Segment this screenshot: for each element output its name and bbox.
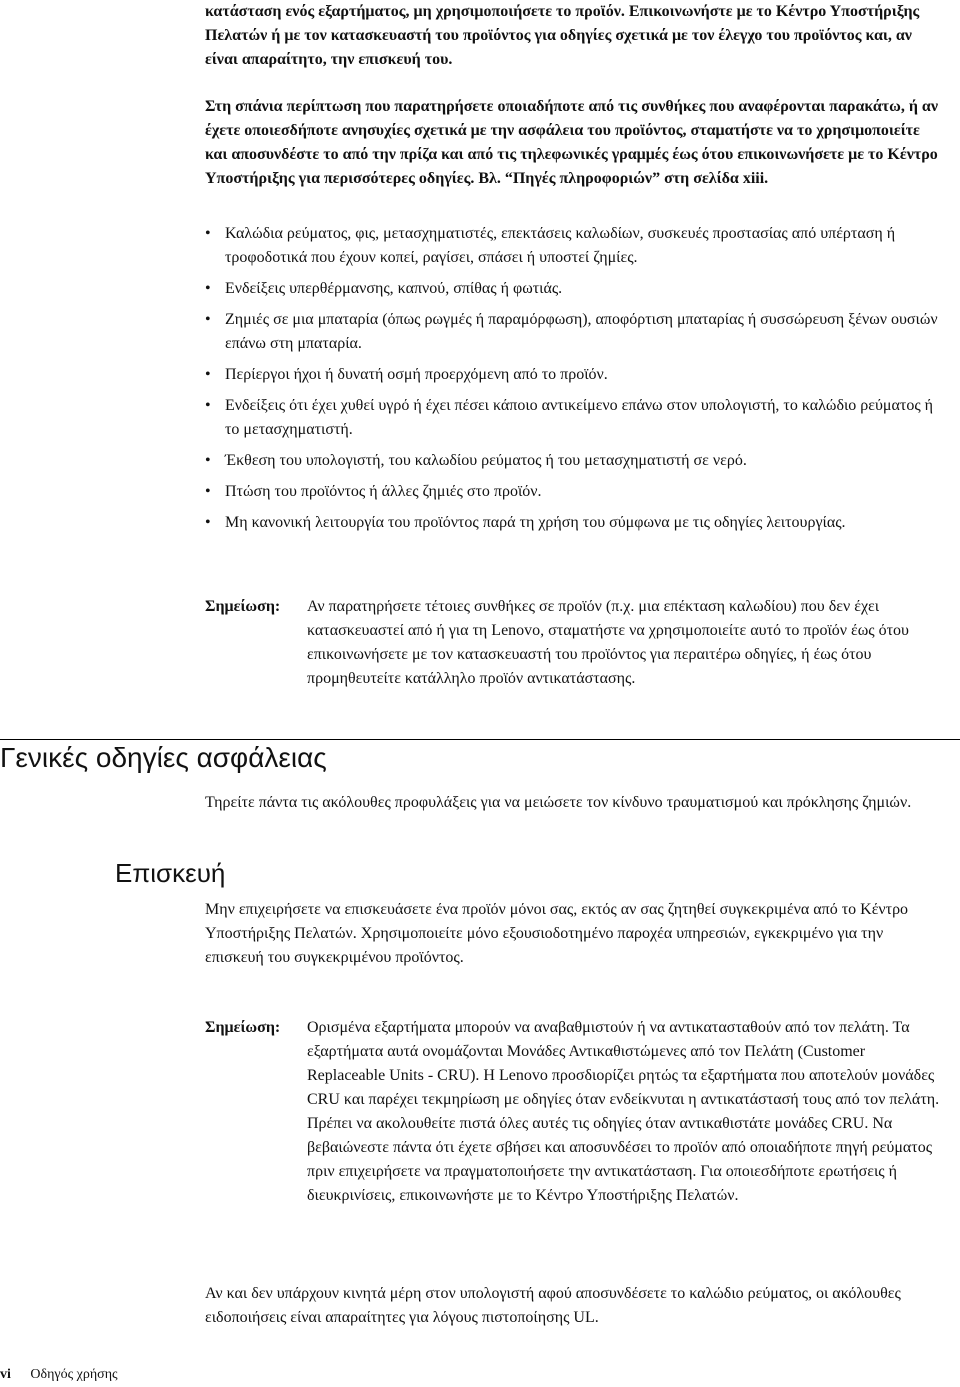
note-label: Σημείωση: [205, 598, 281, 615]
list-item-text: Ενδείξεις υπερθέρμανσης, καπνού, σπίθας ή φωτιάς. [225, 280, 563, 297]
bullet-icon: • [205, 397, 211, 414]
note-text: Αν παρατηρήσετε τέτοιες συνθήκες σε προϊόν (π.χ. μια επέκταση καλωδίου) που δεν έχει κατασκευαστεί από ή για τη Lenovo, σταματήστε να χρησιμοποιείτε αυτό το προϊόν έως ότου επικοινωνήσετε με τον κατασκευαστή του προϊόντος για περαιτέρω οδηγίες, ή έως ότου προμηθευτείτε κατάλληλο προϊόν αντικατάστασης. [307, 598, 909, 687]
bullet-icon: • [205, 483, 211, 500]
closing-block [205, 1282, 940, 1330]
conditions-list-block [205, 222, 940, 542]
bullet-icon: • [205, 311, 211, 328]
note-1 [205, 595, 940, 691]
bullet-icon: • [205, 452, 211, 469]
section-divider [0, 739, 960, 740]
note2-block [205, 1016, 940, 1208]
page-number: vi [0, 1367, 11, 1382]
bullet-icon: • [205, 514, 211, 531]
list-item-text: Ζημιές σε μια μπαταρία (όπως ρωγμές ή παραμόρφωση), αποφόρτιση μπαταρίας ή συσσώρευση ξένων ουσιών επάνω στη μπαταρία. [225, 311, 938, 352]
conditions-list [205, 222, 940, 535]
section-intro-block [205, 791, 940, 815]
list-item [205, 363, 940, 387]
service-paragraph: Μην επιχειρήσετε να επισκευάσετε ένα προϊόν μόνοι σας, εκτός αν σας ζητηθεί συγκεκριμένα από το Κέντρο Υποστήριξης Πελατών. Χρησιμοποιείτε μόνο εξουσιοδοτημένο παροχέα υπηρεσιών, εγκεκριμένο για την επισκευή του συγκεκριμένου προϊόντος. [205, 901, 909, 966]
bullet-icon: • [205, 366, 211, 383]
note-label: Σημείωση: [205, 1019, 281, 1036]
list-item [205, 511, 940, 535]
list-item-text: Περίεργοι ήχοι ή δυνατή οσμή προερχόμενη από το προϊόν. [225, 366, 608, 383]
list-item [205, 394, 940, 442]
list-item-text: Καλώδια ρεύματος, φις, μετασχηματιστές, επεκτάσεις καλωδίων, συσκευές προστασίας από υπέρταση ή τροφοδοτικά που έχουν κοπεί, ραγίσει, σπάσει ή υποστεί ζημίες. [225, 225, 896, 266]
document-title: Οδηγός χρήσης [30, 1367, 118, 1382]
bullet-icon: • [205, 280, 211, 297]
page-footer [0, 1366, 118, 1384]
list-item-text: Πτώση του προϊόντος ή άλλες ζημιές στο προϊόν. [225, 483, 542, 500]
closing-paragraph: Αν και δεν υπάρχουν κινητά μέρη στον υπολογιστή αφού αποσυνδέσετε το καλώδιο ρεύματος, οι ακόλουθες ειδοποιήσεις είναι απαραίτητες για λόγους πιστοποίησης UL. [205, 1285, 901, 1326]
list-item-text: Ενδείξεις ότι έχει χυθεί υγρό ή έχει πέσει κάποιο αντικείμενο επάνω στον υπολογιστή, το καλώδιο ρεύματος ή το μετασχηματιστή. [225, 397, 934, 438]
list-item [205, 277, 940, 301]
note1-block [205, 595, 940, 691]
section-intro: Τηρείτε πάντα τις ακόλουθες προφυλάξεις για να μειώσετε τον κίνδυνο τραυματισμού και πρόκλησης ζημιών. [205, 794, 912, 811]
list-item-text: Μη κανονική λειτουργία του προϊόντος παρά τη χρήση του σύμφωνα με τις οδηγίες λειτουργίας. [225, 514, 846, 531]
section-title: Γενικές οδηγίες ασφάλειας [0, 742, 327, 773]
list-item [205, 222, 940, 270]
note-2 [205, 1016, 940, 1208]
top-paragraph-block [205, 0, 940, 72]
list-item [205, 308, 940, 356]
note-text: Ορισμένα εξαρτήματα μπορούν να αναβαθμιστούν ή να αντικατασταθούν από τον πελάτη. Τα εξαρτήματα αυτά ονομάζονται Μονάδες Αντικαθιστώμενες από τον Πελάτη (Customer Replaceable Units - CRU). Η Lenovo προσδιορίζει ρητώς τα εξαρτήματα που αποτελούν μονάδες CRU και παρέχει τεκμηρίωση με οδηγίες όταν ενδείκνυται η αντικατάστασή τους από τον πελάτη. Πρέπει να ακολουθείτε πιστά όλες αυτές τις οδηγίες όταν αντικαθιστάτε μονάδες CRU. Να βεβαιώνεστε πάντα ότι έχετε σβήσει και αποσυνδέσει το προϊόν από οποιαδήποτε πηγή ρεύματος πριν επιχειρήσετε να πραγματοποιήσετε την αντικατάσταση. Για οποιεσδήποτε ερωτήσεις ή διευκρινίσεις, επικοινωνήστε με το Κέντρο Υποστήριξης Πελατών. [307, 1019, 940, 1204]
intro-paragraph: Στη σπάνια περίπτωση που παρατηρήσετε οποιαδήποτε από τις συνθήκες που αναφέρονται παρακάτω, ή αν έχετε οποιεσδήποτε ανησυχίες σχετικά με την ασφάλεια του προϊόντος, σταματήστε να το χρησιμοποιείτε και αποσυνδέστε το από την πρίζα και από τις τηλεφωνικές γραμμές έως ότου επικοινωνήσετε με το Κέντρο Υποστήριξης για περισσότερες οδηγίες. Βλ. “Πηγές πληροφοριών” στη σελίδα xiii. [205, 98, 938, 187]
list-item [205, 480, 940, 504]
list-item [205, 449, 940, 473]
bullet-icon: • [205, 225, 211, 242]
list-item-text: Έκθεση του υπολογιστή, του καλωδίου ρεύματος ή του μετασχηματιστή σε νερό. [225, 452, 747, 469]
top-paragraph: κατάσταση ενός εξαρτήματος, μη χρησιμοποιήσετε το προϊόν. Επικοινωνήστε με το Κέντρο Υποστήριξης Πελατών ή με τον κατασκευαστή του προϊόντος για οδηγίες σχετικά με τον έλεγχο του προϊόντος και, αν είναι απαραίτητο, την επισκευή του. [205, 3, 920, 68]
service-block [205, 898, 940, 970]
subsection-title: Επισκευή [115, 858, 226, 888]
intro-block [205, 95, 940, 191]
